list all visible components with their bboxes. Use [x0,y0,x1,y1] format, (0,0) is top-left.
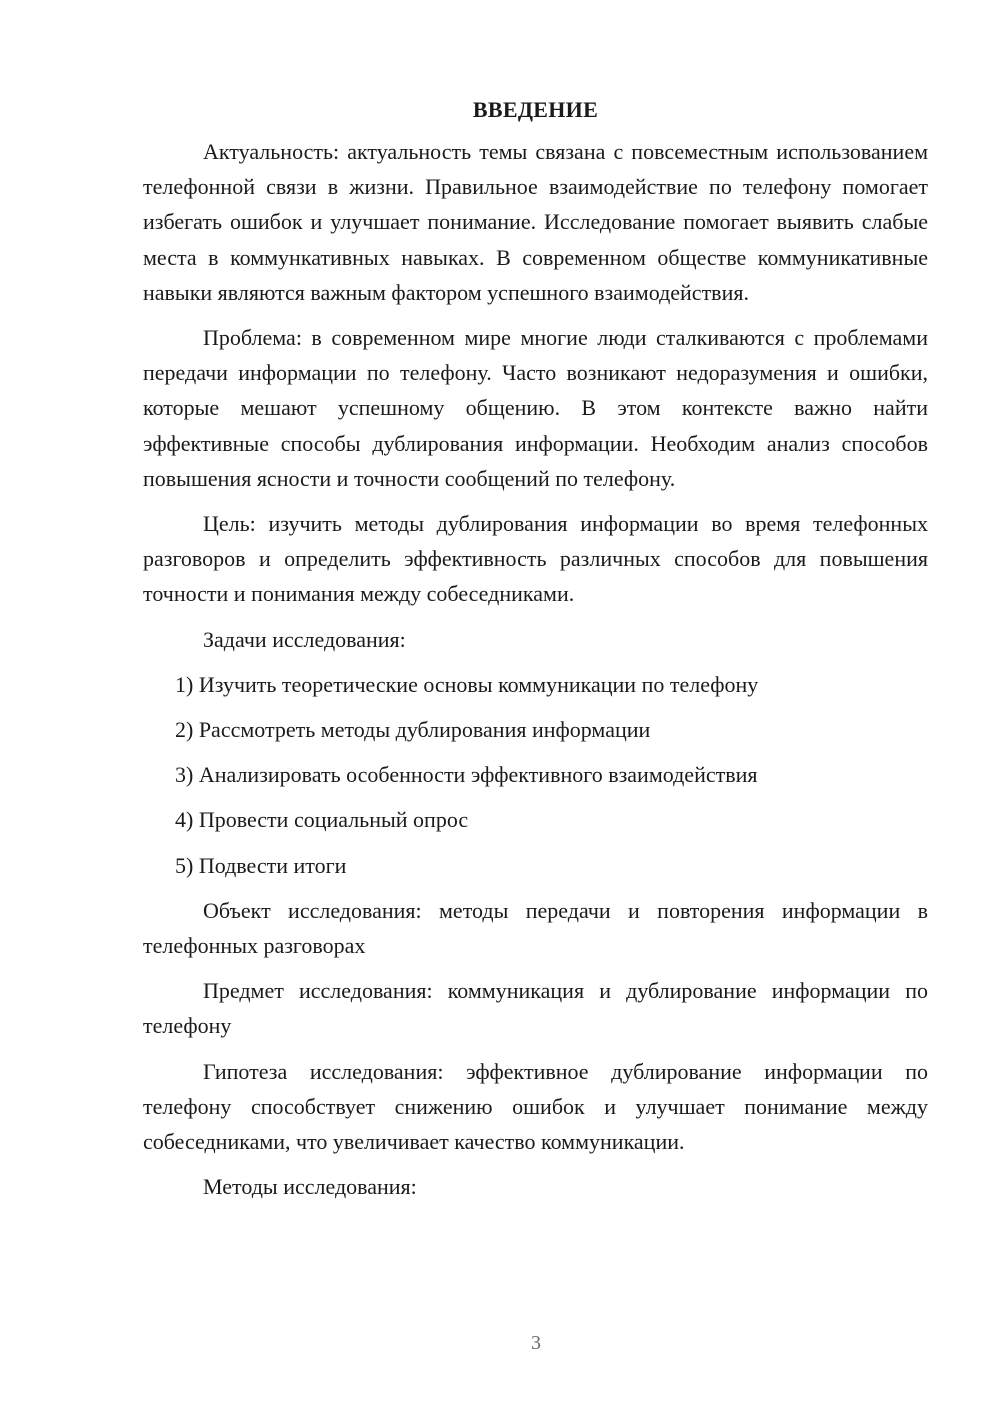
paragraph-relevance: Актуальность: актуальность темы связана с повсеместным использованием телефонной связи в жизни. Правильное взаимодействие по телефону помогает избегать ошибок и улучшает понимание. Исследование помогает выявить слабые места в коммункативных навыках. В современном обществе коммуникативные навыки являются важным фактором успешного взаимодействия. [143,139,928,305]
paragraph-object: Объект исследования: методы передачи и повторения информации в телефонных разговорах [143,897,928,959]
task-item: 1) Изучить теоретические основы коммуникации по телефону [175,671,759,697]
section-title: ВВЕДЕНИЕ [472,97,599,122]
paragraph-goal: Цель: изучить методы дублирования информации во время телефонных разговоров и определить эффективность различных способов для повышения точности и понимания между собеседниками. [143,511,928,607]
paragraph-problem: Проблема: в современном мире многие люди сталкиваются с проблемами передачи информации по телефону. Часто возникают недоразумения и ошибки, которые мешают успешному общению. В этом контексте важно найти эффективные способы дублирования информации. Необходим анализ способов повышения ясности и точности сообщений по телефону. [143,325,928,491]
task-item: 5) Подвести итоги [175,852,347,878]
paragraph-subject: Предмет исследования: коммуникация и дублирование информации по телефону [143,978,928,1039]
document-page [143,92,928,1214]
paragraph-hypothesis: Гипотеза исследования: эффективное дублирование информации по телефону способствует снижению ошибок и улучшает понимание между собеседниками, что увеличивает качество коммуникации. [143,1058,928,1155]
page-number: 3 [531,1332,541,1354]
task-item: 2) Рассмотреть методы дублирования информации [175,717,651,743]
tasks-heading: Задачи исследования: [203,626,406,652]
tasks-list [175,667,928,883]
task-item: 3) Анализировать особенности эффективного взаимодействия [175,762,758,788]
methods-heading: Методы исследования: [203,1174,417,1200]
task-item: 4) Провести социальный опрос [175,807,469,833]
